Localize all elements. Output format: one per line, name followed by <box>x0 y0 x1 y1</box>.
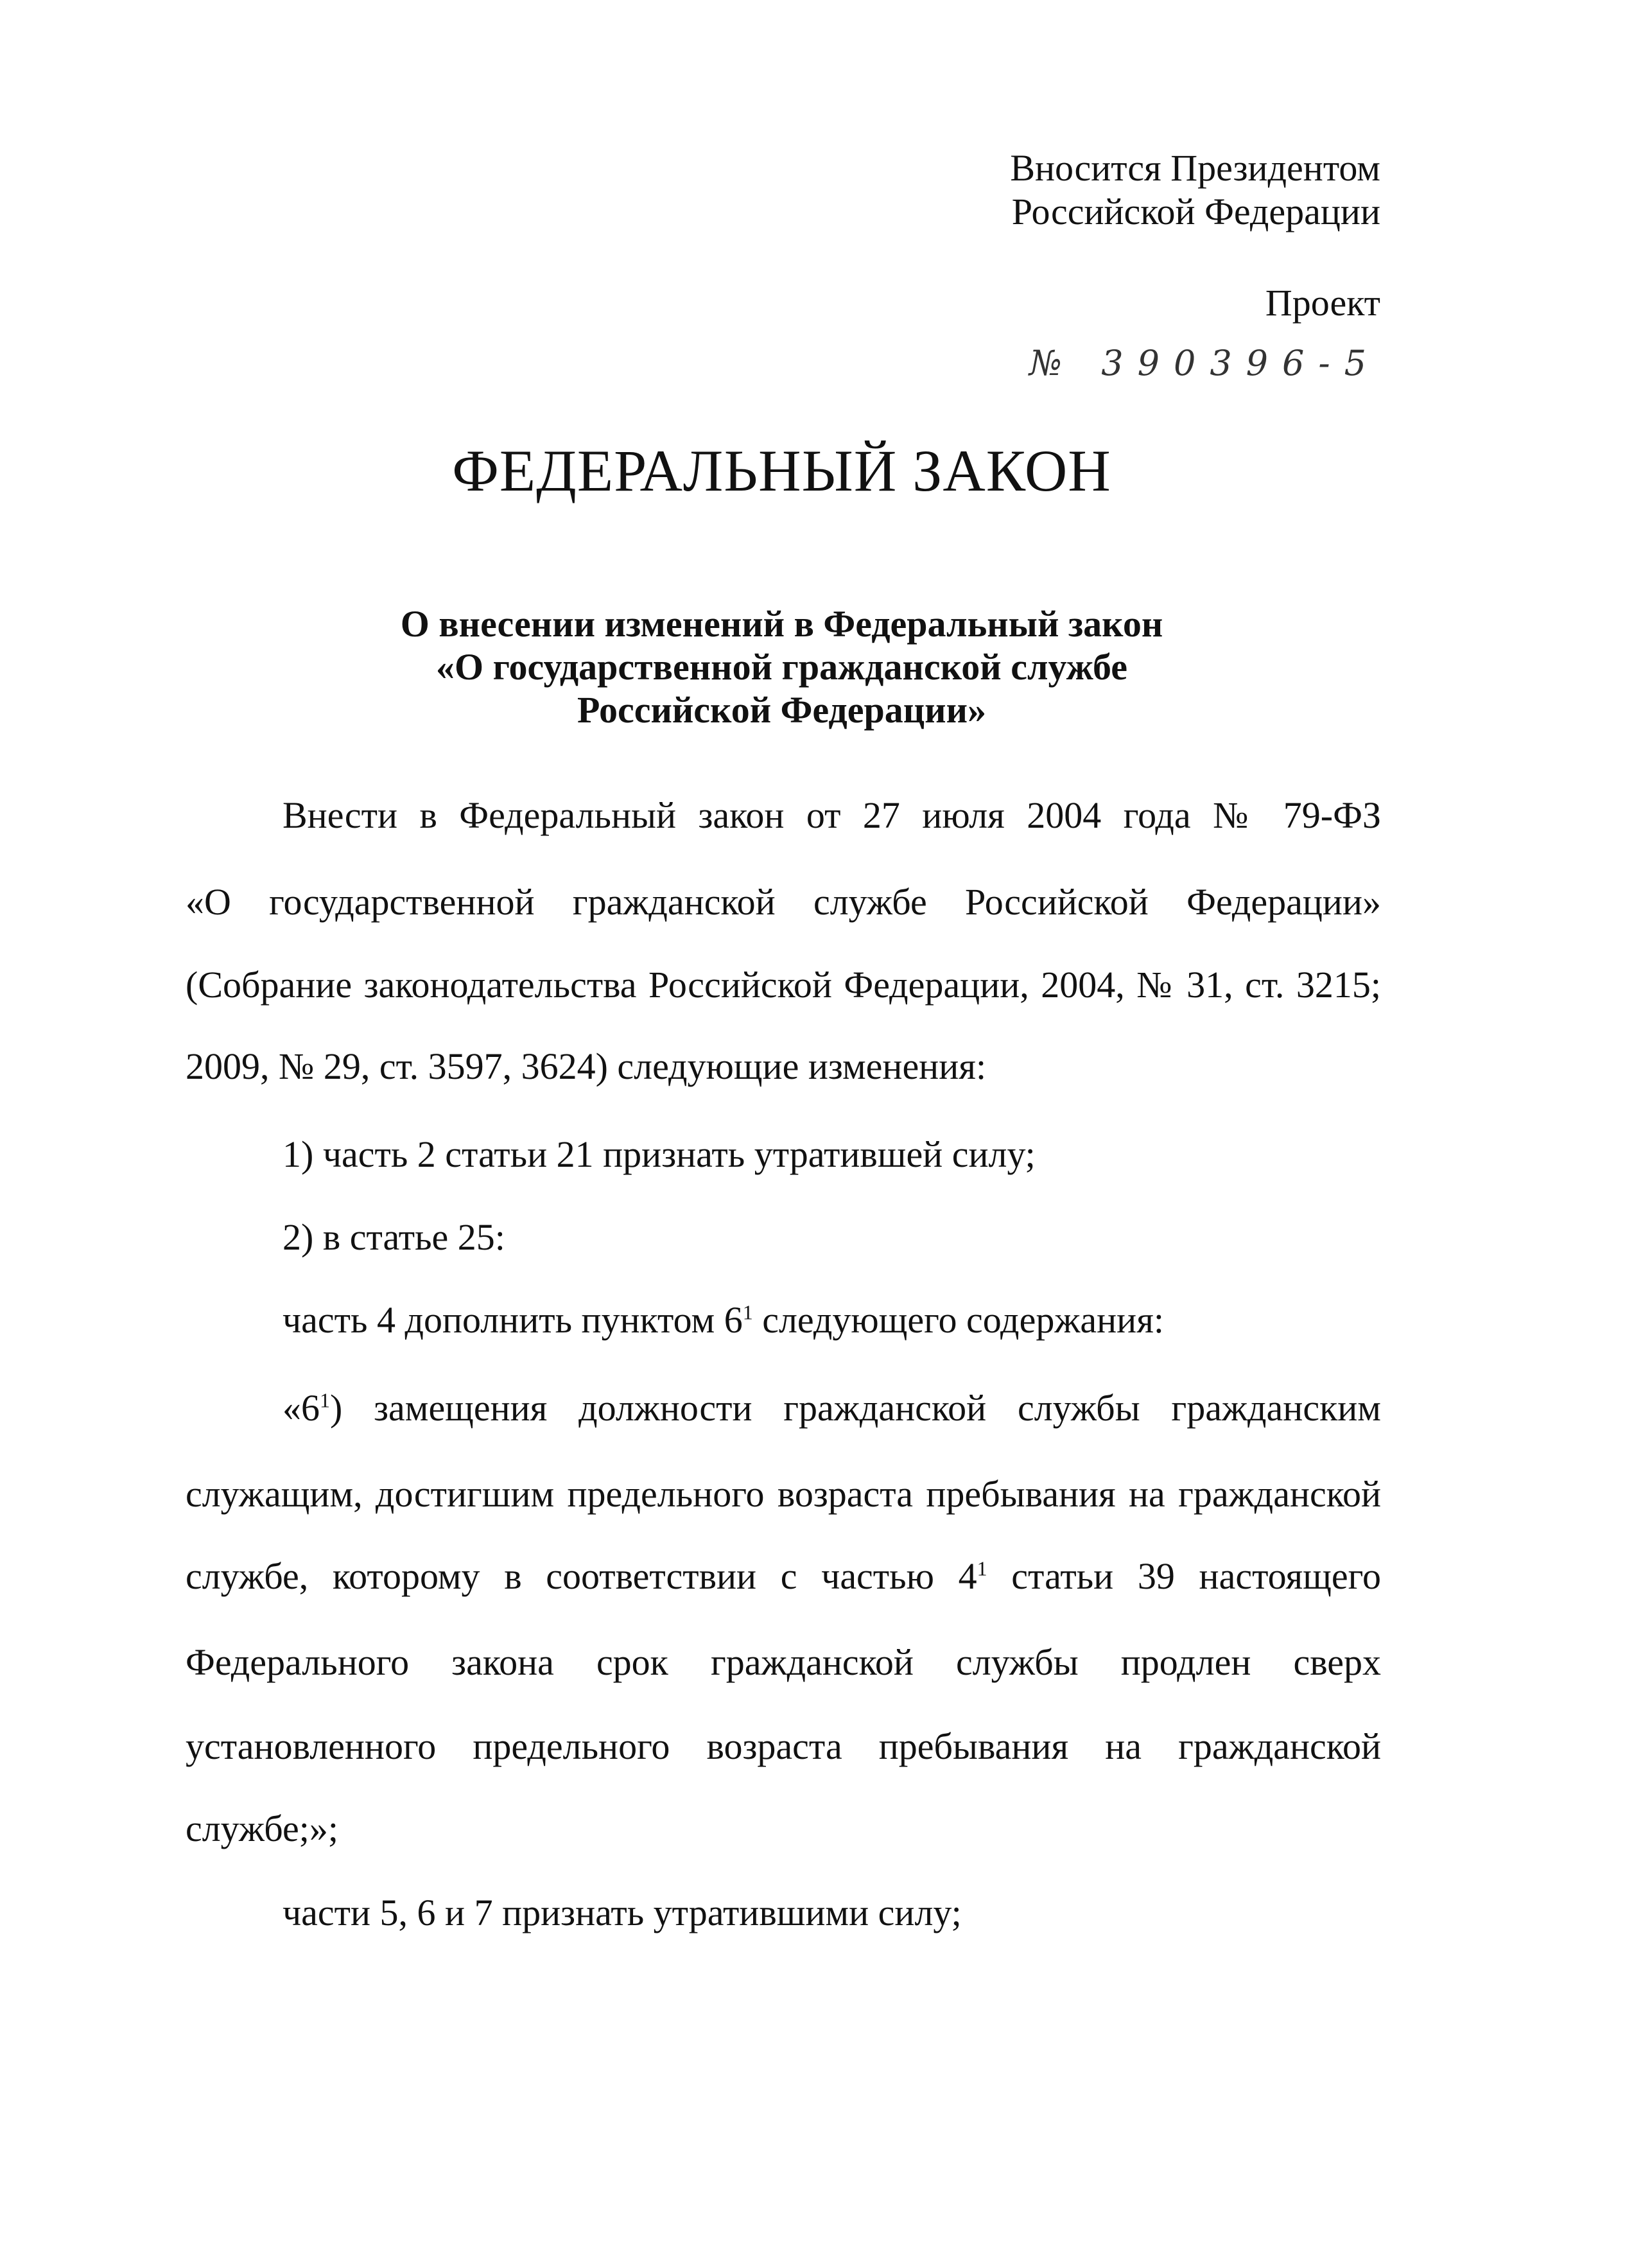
body-line: (Собрание законодательства Российской Федерации, 2004, № 31, ст. 3215; <box>186 964 1381 1006</box>
body-line: Внести в Федеральный закон от 27 июля 2004 года № 79-ФЗ <box>282 794 1381 836</box>
draft-label: Проект <box>1265 282 1380 324</box>
list-item: 2) в статье 25: <box>282 1216 505 1258</box>
superscript: 1 <box>320 1388 330 1412</box>
subtitle-line: О внесении изменений в Федеральный закон <box>400 603 1163 645</box>
body-line: «О государственной гражданской службе Российской Федерации» <box>186 881 1381 923</box>
text: службе, которому в соответствии с частью 4 <box>186 1555 977 1597</box>
superscript: 1 <box>977 1557 987 1580</box>
quote-line: установленного предельного возраста пребывания на гражданской <box>186 1725 1381 1767</box>
submitted-by-line2: Российской Федерации <box>1011 191 1380 232</box>
quote-line <box>282 1383 1381 1434</box>
subtitle-line: «О государственной гражданской службе <box>436 646 1127 688</box>
quote-line: служащим, достигшим предельного возраста пребывания на гражданской <box>186 1473 1381 1515</box>
text: «6 <box>282 1387 320 1429</box>
submitted-by-line1: Вносится Президентом <box>1010 147 1380 189</box>
text: ) замещения должности гражданской службы гражданским <box>330 1387 1381 1429</box>
body-line: части 5, 6 и 7 признать утратившими силу; <box>282 1892 962 1933</box>
quote-line: Федерального закона срок гражданской службы продлен сверх <box>186 1641 1381 1683</box>
subtitle-line: Российской Федерации» <box>577 689 986 731</box>
text: следующего содержания: <box>752 1299 1164 1341</box>
document-title: ФЕДЕРАЛЬНЫЙ ЗАКОН <box>452 438 1111 503</box>
superscript: 1 <box>742 1300 753 1324</box>
quote-line <box>186 1551 1381 1602</box>
text: часть 4 дополнить пунктом 6 <box>282 1299 743 1341</box>
body-line <box>282 1295 1164 1346</box>
quote-line: службе;»; <box>186 1808 338 1849</box>
handwritten-registration-number: № 390396-5 <box>1029 343 1380 383</box>
list-item: 1) часть 2 статьи 21 признать утратившей силу; <box>282 1133 1036 1175</box>
text: статьи 39 настоящего <box>987 1555 1381 1597</box>
body-line: 2009, № 29, ст. 3597, 3624) следующие изменения: <box>186 1045 987 1087</box>
